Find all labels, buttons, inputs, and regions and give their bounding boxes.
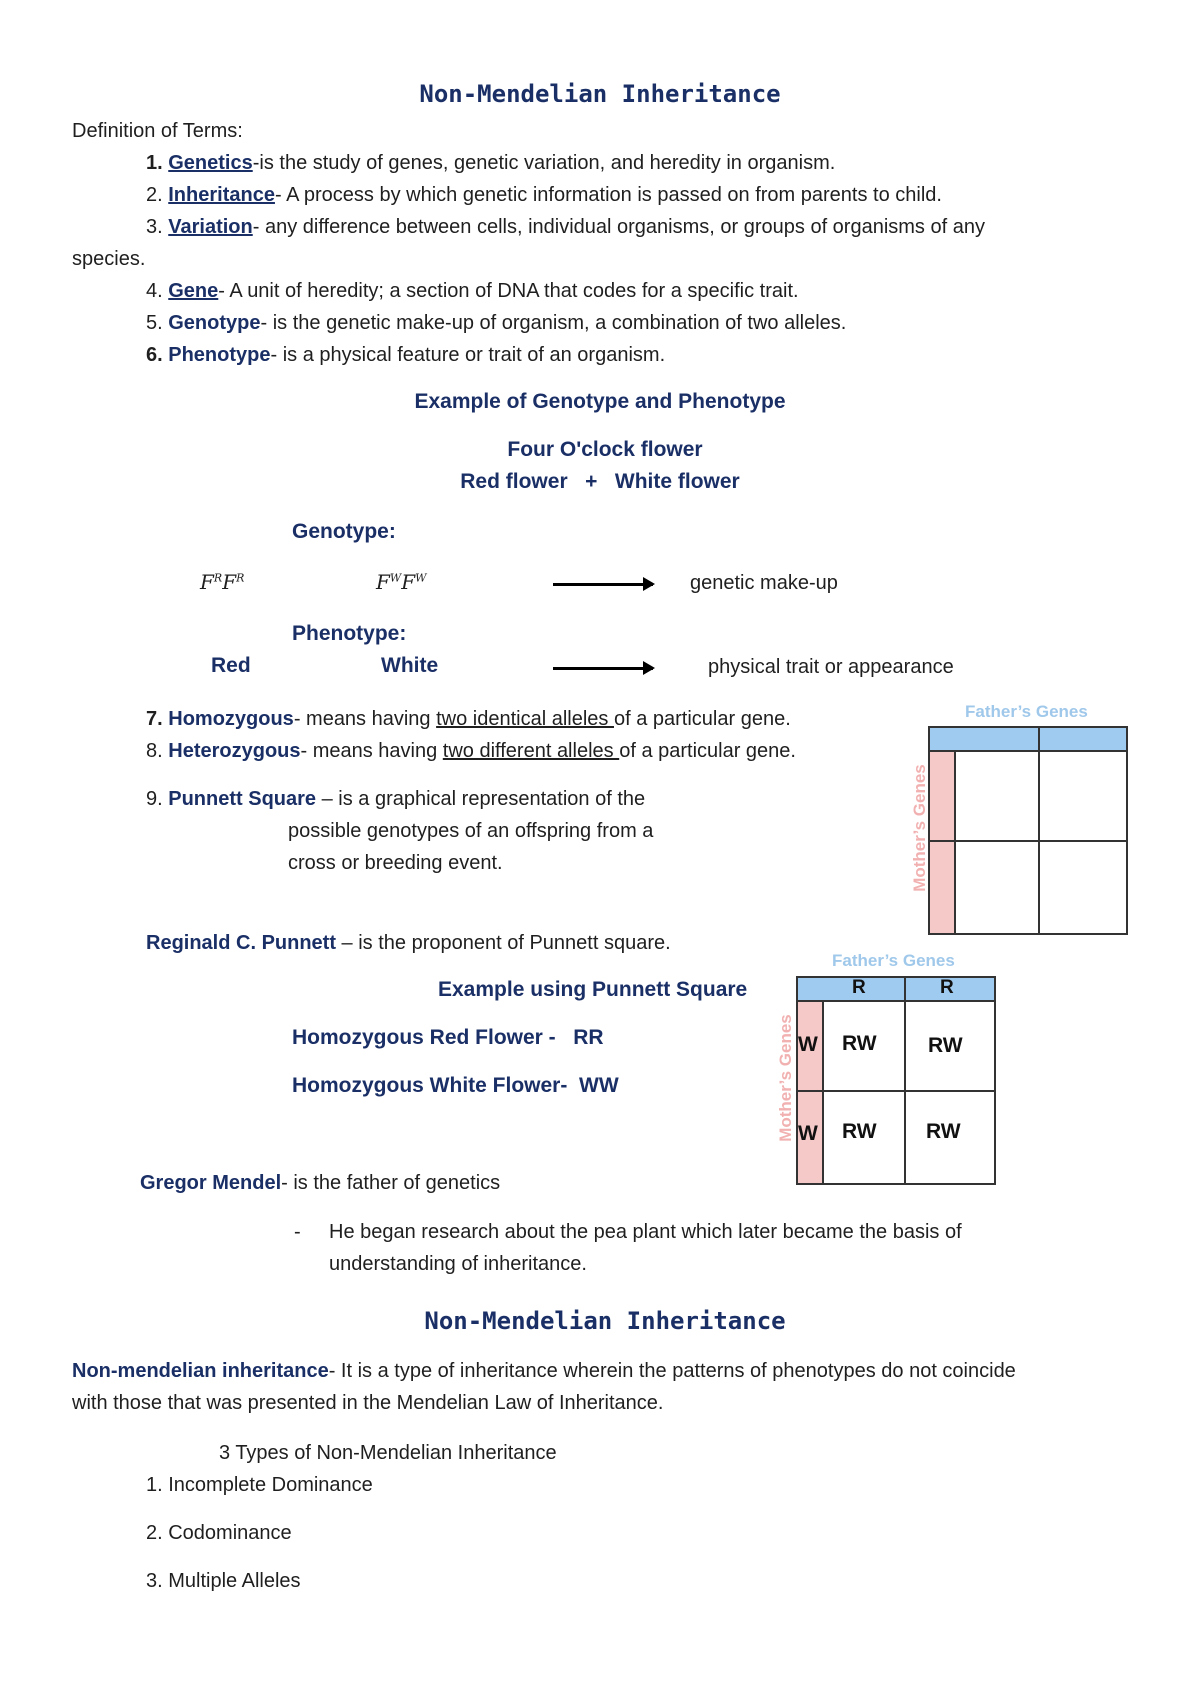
cross-line: Red flower + White flower	[460, 470, 740, 493]
genotype-red: $F^RF^R$	[200, 570, 245, 594]
phenotype-meaning: physical trait or appearance	[708, 656, 954, 678]
father-allele: R	[940, 977, 954, 998]
punnett-cell-value: RW	[842, 1120, 877, 1143]
page-title: Non-Mendelian Inheritance	[419, 80, 781, 108]
homozygous-red: Homozygous Red Flower - RR	[292, 1026, 604, 1049]
phenotype-white: White	[381, 654, 439, 677]
example-heading: Example of Genotype and Phenotype	[414, 390, 786, 413]
genotype-label: Genotype:	[292, 520, 396, 543]
term-genetics: 1. Genetics-is the study of genes, genetic variation, and heredity in organism.	[146, 152, 836, 174]
phenotype-red: Red	[211, 654, 251, 677]
punnett-empty-cell	[954, 750, 1040, 842]
mendel-bullet-line1: He began research about the pea plant which later became the basis of	[329, 1221, 962, 1243]
term-variation-continued: species.	[72, 248, 146, 270]
nonmendelian-definition-line2: with those that was presented in the Mendelian Law of Inheritance.	[72, 1392, 664, 1414]
nonmendelian-definition: Non-mendelian inheritance- It is a type of inheritance wherein the patterns of phenotypes do not coincide	[72, 1360, 1016, 1382]
term-punnett-line3: cross or breeding event.	[288, 852, 503, 874]
genotype-arrow-icon	[553, 583, 653, 586]
types-heading: 3 Types of Non-Mendelian Inheritance	[219, 1442, 557, 1464]
mother-genes-label: Mother’s Genes	[776, 1014, 795, 1142]
homozygous-white: Homozygous White Flower- WW	[292, 1074, 619, 1097]
term-genotype: 5. Genotype- is the genetic make-up of organism, a combination of two alleles.	[146, 312, 847, 334]
term-variation: 3. Variation- any difference between cells, individual organisms, or groups of organisms of any	[146, 216, 985, 238]
father-genes-label: Father’s Genes	[832, 951, 955, 970]
mendel-bullet-dash: -	[294, 1221, 301, 1243]
definition-heading: Definition of Terms:	[72, 120, 243, 142]
punnett-empty-header-right	[1038, 726, 1128, 752]
section2-title: Non-Mendelian Inheritance	[424, 1307, 786, 1335]
punnett-empty-cell	[1038, 750, 1128, 842]
reginald-punnett: Reginald C. Punnett – is the proponent of Punnett square.	[146, 932, 671, 954]
father-allele: R	[852, 977, 866, 998]
mother-genes-label: Mother’s Genes	[910, 764, 929, 892]
phenotype-label: Phenotype:	[292, 622, 407, 645]
term-punnett-line2: possible genotypes of an offspring from a	[288, 820, 654, 842]
term-homozygous: 7. Homozygous- means having two identical alleles of a particular gene.	[146, 708, 791, 730]
phenotype-arrow-icon	[553, 667, 653, 670]
punnett-empty-cell	[1038, 840, 1128, 935]
mother-allele: W	[798, 1122, 818, 1145]
example-punnett-heading: Example using Punnett Square	[438, 978, 748, 1001]
type-item: 1. Incomplete Dominance	[146, 1474, 373, 1496]
term-gene: 4. Gene- A unit of heredity; a section of DNA that codes for a specific trait.	[146, 280, 799, 302]
punnett-empty-side-lower	[928, 840, 956, 935]
type-item: 3. Multiple Alleles	[146, 1570, 301, 1592]
term-punnett-square: 9. Punnett Square – is a graphical representation of the	[146, 788, 646, 810]
punnett-cell-value: RW	[842, 1032, 877, 1055]
genotype-white: $F^WF^W$	[376, 570, 427, 594]
term-heterozygous: 8. Heterozygous- means having two different alleles of a particular gene.	[146, 740, 796, 762]
mendel-bullet-line2: understanding of inheritance.	[329, 1253, 587, 1275]
type-item: 2. Codominance	[146, 1522, 292, 1544]
gregor-mendel: Gregor Mendel- is the father of genetics	[140, 1172, 501, 1194]
punnett-cell-value: RW	[928, 1034, 963, 1057]
flower-name: Four O'clock flower	[507, 438, 703, 461]
father-genes-label: Father’s Genes	[965, 702, 1088, 721]
punnett-empty-cell	[954, 840, 1040, 935]
term-inheritance: 2. Inheritance- A process by which genetic information is passed on from parents to child.	[146, 184, 942, 206]
punnett-cell-value: RW	[926, 1120, 961, 1143]
mother-allele: W	[798, 1033, 818, 1056]
genotype-meaning: genetic make-up	[690, 572, 838, 594]
term-phenotype: 6. Phenotype- is a physical feature or trait of an organism.	[146, 344, 666, 366]
